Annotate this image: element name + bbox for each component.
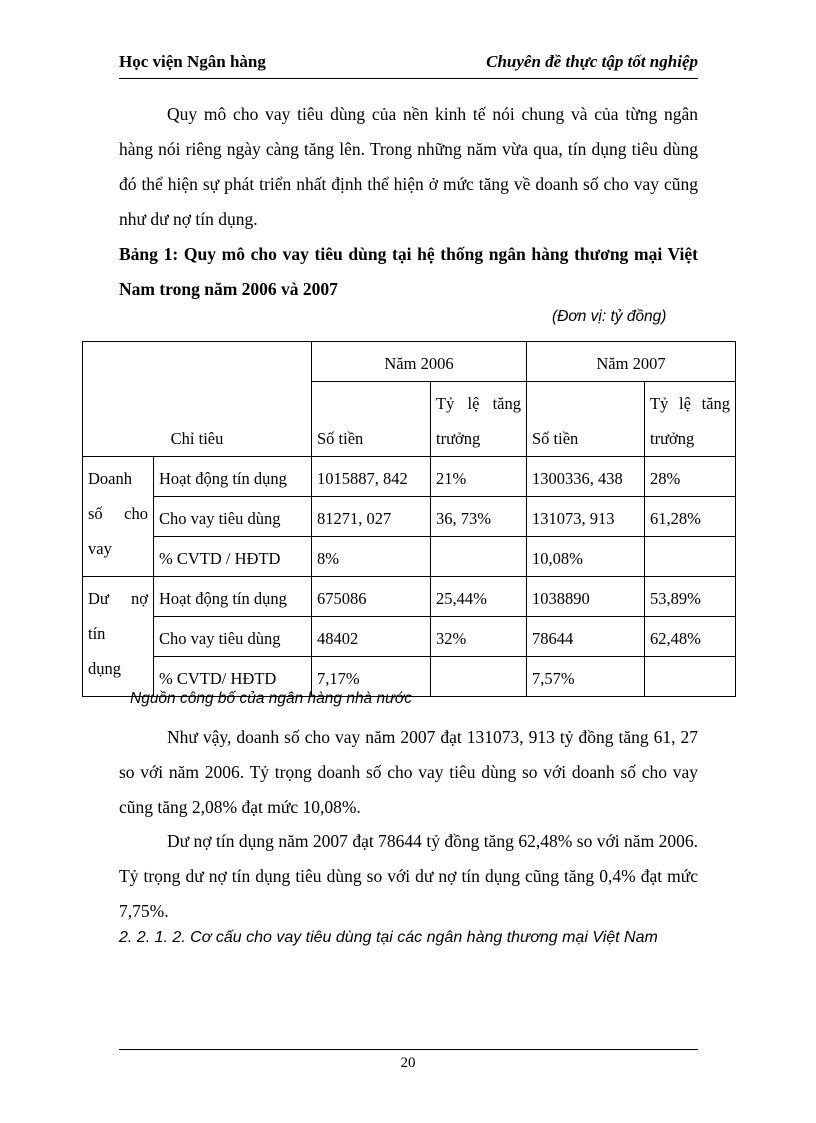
row-item: % CVTD / HĐTD xyxy=(154,537,312,577)
cell-amount-2007: 78644 xyxy=(527,617,645,657)
row-item: Cho vay tiêu dùng xyxy=(154,497,312,537)
cell-amount-2006: 1015887, 842 xyxy=(312,457,431,497)
cell-amount-2006: 48402 xyxy=(312,617,431,657)
cell-amount-2007: 1300336, 438 xyxy=(527,457,645,497)
header-year-2007: Năm 2007 xyxy=(527,342,736,382)
growth-label-top: Tỷ lệ tăng xyxy=(436,394,521,413)
footer-divider xyxy=(119,1049,698,1050)
section-heading: 2. 2. 1. 2. Cơ cấu cho vay tiêu dùng tại các ngân hàng thương mại Việt Nam xyxy=(119,929,658,946)
table-title: Bảng 1: Quy mô cho vay tiêu dùng tại hệ thống ngân hàng thương mại Việt Nam trong năm 2006 và 2007 xyxy=(119,244,698,299)
cell-amount-2007: 1038890 xyxy=(527,577,645,617)
cell-amount-2007: 7,57% xyxy=(527,657,645,697)
table-row xyxy=(83,497,736,537)
group-label-line: Dư nợ xyxy=(88,589,148,608)
cell-growth-2006 xyxy=(431,657,527,697)
cell-amount-2007: 131073, 913 xyxy=(527,497,645,537)
page-number: 20 xyxy=(400,1055,416,1071)
table-row xyxy=(83,537,736,577)
row-item: Hoạt động tín dụng xyxy=(154,457,312,497)
cell-growth-2006: 36, 73% xyxy=(431,497,527,537)
header-amount-2007: Số tiền xyxy=(527,382,645,457)
growth-label-bottom: trưởng xyxy=(436,429,481,448)
cell-growth-2007: 28% xyxy=(645,457,736,497)
group-label-line: dụng xyxy=(88,659,121,678)
cell-amount-2007: 10,08% xyxy=(527,537,645,577)
row-item: Hoạt động tín dụng xyxy=(154,577,312,617)
cell-growth-2007 xyxy=(645,657,736,697)
page-header xyxy=(119,52,698,79)
source-note: Nguồn công bố của ngân hàng nhà nước xyxy=(130,690,413,707)
header-institution: Học viện Ngân hàng xyxy=(119,52,266,71)
table-row xyxy=(83,617,736,657)
paragraph-sales-summary: Như vậy, doanh số cho vay năm 2007 đạt 131073, 913 tỷ đồng tăng 61, 27 so với năm 2006. Tỷ trọng doanh số cho vay tiêu dùng so với doanh số cho vay cũng tăng 2,08% đạt mức 10,08%. xyxy=(119,727,698,817)
cell-growth-2007: 62,48% xyxy=(645,617,736,657)
cell-growth-2006 xyxy=(431,537,527,577)
row-item: Cho vay tiêu dùng xyxy=(154,617,312,657)
group-label-line: vay xyxy=(88,539,112,558)
table-header-row-1 xyxy=(83,342,736,382)
header-growth-2007 xyxy=(645,382,736,457)
group-label-outstanding xyxy=(83,577,154,697)
cell-growth-2007 xyxy=(645,537,736,577)
loan-scale-table xyxy=(82,341,736,697)
group-label-line: số cho xyxy=(88,504,148,523)
header-amount-2006: Số tiền xyxy=(312,382,431,457)
group-label-sales xyxy=(83,457,154,577)
unit-note: (Đơn vị: tỷ đồng) xyxy=(552,308,667,325)
cell-growth-2007: 61,28% xyxy=(645,497,736,537)
header-year-2006: Năm 2006 xyxy=(312,342,527,382)
cell-amount-2006: 7,17% xyxy=(312,657,431,697)
cell-growth-2006: 32% xyxy=(431,617,527,657)
header-report-title: Chuyên đề thực tập tốt nghiệp xyxy=(486,52,698,71)
row-item: % CVTD/ HĐTD xyxy=(154,657,312,697)
growth-label-top: Tỷ lệ tăng xyxy=(650,394,730,413)
header-growth-2006 xyxy=(431,382,527,457)
cell-amount-2006: 81271, 027 xyxy=(312,497,431,537)
table-row xyxy=(83,577,736,617)
intro-paragraph: Quy mô cho vay tiêu dùng của nền kinh tế nói chung và của từng ngân hàng nói riêng ngày càng tăng lên. Trong những năm vừa qua, tín dụng tiêu dùng đó thể hiện sự phát triển nhất định thể hiện ở mức tăng về doanh số cho vay cũng như dư nợ tín dụng. xyxy=(119,104,698,229)
cell-amount-2006: 675086 xyxy=(312,577,431,617)
cell-growth-2006: 21% xyxy=(431,457,527,497)
cell-growth-2007: 53,89% xyxy=(645,577,736,617)
paragraph-outstanding-summary: Dư nợ tín dụng năm 2007 đạt 78644 tỷ đồng tăng 62,48% so với năm 2006. Tỷ trọng dư nợ tín dụng tiêu dùng so với dư nợ tín dụng cũng tăng 0,4% đạt mức 7,75%. xyxy=(119,831,698,921)
group-label-line: tín xyxy=(88,624,106,643)
group-label-line: Doanh xyxy=(88,469,132,488)
table-row xyxy=(83,457,736,497)
cell-growth-2006: 25,44% xyxy=(431,577,527,617)
header-indicator: Chỉ tiêu xyxy=(83,342,312,457)
growth-label-bottom: trưởng xyxy=(650,429,695,448)
cell-amount-2006: 8% xyxy=(312,537,431,577)
